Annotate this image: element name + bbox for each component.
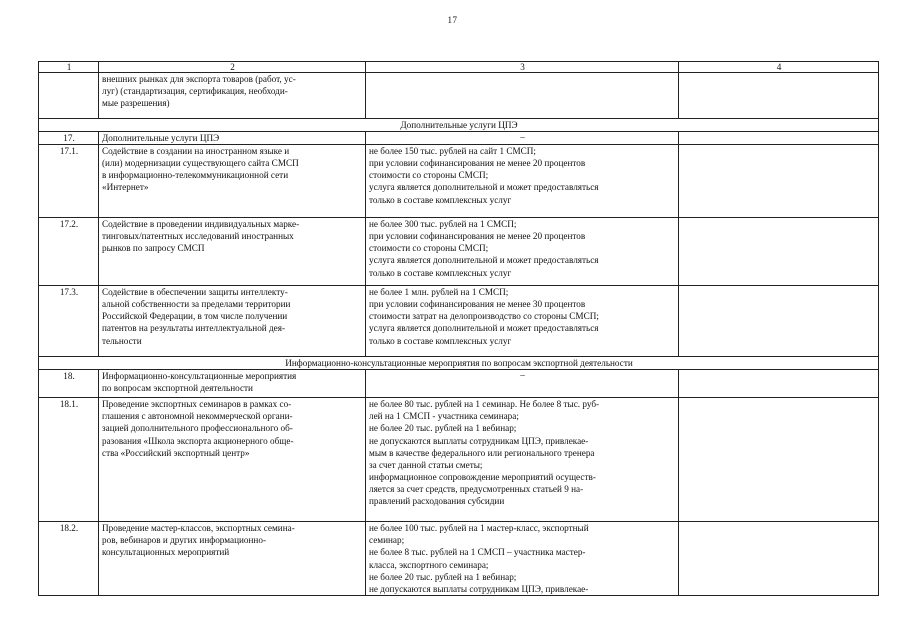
text-line: не более 8 тыс. рублей на 1 СМСП – участника мастер- <box>369 547 586 558</box>
text-line: лей на 1 СМСП - участника семинара; <box>369 411 519 422</box>
text-line: класса, экспортного семинара; <box>369 559 489 570</box>
text-line: не более 20 тыс. рублей на 1 вебинар; <box>369 571 517 582</box>
text-line: не более 20 тыс. рублей на 1 вебинар; <box>369 423 517 434</box>
text-line: (или) модернизации существующего сайта СМСП <box>102 158 299 169</box>
service-description-cell <box>99 218 366 286</box>
text-line: тинговых/патентных исследований иностранных <box>102 231 294 242</box>
text-line: ства «Российский экспортный центр» <box>102 447 250 458</box>
text-line: луг) (стандартизация, сертификация, необходи- <box>102 86 288 97</box>
text-line: Российской Федерации, в том числе получении <box>102 311 288 322</box>
text-line: при условии софинансирования не менее 30 процентов <box>369 299 586 310</box>
notes-cell <box>679 286 879 357</box>
text-line: не допускаются выплаты сотрудникам ЦПЭ, привлекае- <box>369 435 589 446</box>
text-line: внешних рынках для экспорта товаров (работ, ус- <box>102 74 296 84</box>
notes-cell <box>679 522 879 596</box>
text-line: альной собственности за пределами территории <box>102 299 291 310</box>
notes-cell <box>679 370 879 398</box>
text-line: услуга является дополнительной и может предоставляться <box>369 255 599 266</box>
text-line: Содействие в создании на иностранном языке и <box>102 146 290 157</box>
text-line: Содействие в проведении индивидуальных марке- <box>102 219 300 230</box>
text-line: ров, вебинаров и других информационно- <box>102 535 266 546</box>
text-line: ляется за счет средств, предусмотренных статьей 9 на- <box>369 483 584 494</box>
limit-cell <box>366 398 679 522</box>
limit-cell <box>366 522 679 596</box>
service-description-cell <box>99 145 366 218</box>
group-row <box>39 132 879 145</box>
text-line: зацией дополнительного профессионального об- <box>102 423 293 434</box>
notes-cell <box>679 398 879 522</box>
text-line: при условии софинансирования не менее 20 процентов <box>369 158 586 169</box>
table-row <box>39 286 879 357</box>
text-line: рынков по запросу СМСП <box>102 243 205 254</box>
services-table <box>38 61 879 596</box>
service-description-cell <box>99 286 366 357</box>
text-line: только в составе комплексных услуг <box>369 335 512 346</box>
text-line: стоимости со стороны СМСП; <box>369 170 489 181</box>
table-row <box>39 522 879 596</box>
text-line: не допускаются выплаты сотрудникам ЦПЭ, привлекае- <box>369 583 589 594</box>
notes-cell <box>679 132 879 145</box>
page-number: 17 <box>447 15 458 25</box>
service-description-cell <box>99 370 366 398</box>
text-line: мые разрешения) <box>102 98 170 109</box>
column-header-1: 1 <box>39 62 99 73</box>
section-title: Информационно-консультационные мероприятия по вопросам экспортной деятельности <box>39 357 879 370</box>
table-row-continued <box>39 73 879 119</box>
table-row <box>39 145 879 218</box>
text-line: информационное сопровождение мероприятий осуществ- <box>369 471 596 482</box>
row-number: 18.2. <box>39 522 99 596</box>
section-title: Дополнительные услуги ЦПЭ <box>39 119 879 132</box>
notes-cell <box>679 145 879 218</box>
text-line: только в составе комплексных услуг <box>369 267 512 278</box>
service-description-cell <box>99 398 366 522</box>
text-line: Проведение мастер-классов, экспортных семина- <box>102 523 295 534</box>
text-line: разования «Школа экспорта акционерного обще- <box>102 435 294 446</box>
text-line: не более 300 тыс. рублей на 1 СМСП; <box>369 219 517 230</box>
text-line: глашения с автономной некоммерческой органи- <box>102 411 293 422</box>
text-line: услуга является дополнительной и может предоставляться <box>369 323 599 334</box>
column-header-3: 3 <box>366 62 679 73</box>
text-line: не более 150 тыс. рублей на сайт 1 СМСП; <box>369 146 536 157</box>
limit-cell <box>366 286 679 357</box>
service-description-cell <box>99 73 366 119</box>
dash-mark: – <box>520 132 525 143</box>
text-line: в информационно-телекоммуникационной сети <box>102 170 289 181</box>
row-number-cell <box>39 73 99 119</box>
limit-cell <box>366 132 679 145</box>
row-number: 18. <box>39 370 99 398</box>
text-line: стоимости со стороны СМСП; <box>369 243 489 254</box>
row-number: 18.1. <box>39 398 99 522</box>
text-line: не более 80 тыс. рублей на 1 семинар. Не более 8 тыс. руб- <box>369 399 600 410</box>
row-number: 17.1. <box>39 145 99 218</box>
table-row <box>39 218 879 286</box>
column-header-4: 4 <box>679 62 879 73</box>
text-line: только в составе комплексных услуг <box>369 194 512 205</box>
text-line: при условии софинансирования не менее 20 процентов <box>369 231 586 242</box>
column-header-2: 2 <box>99 62 366 73</box>
section-heading-row <box>39 119 879 132</box>
limit-cell <box>366 73 679 119</box>
limit-cell <box>366 218 679 286</box>
text-line: семинар; <box>369 535 405 546</box>
text-line: Информационно-консультационные мероприятия <box>102 371 297 382</box>
text-line: патентов на результаты интеллектуальной дея- <box>102 323 286 334</box>
text-line: тельности <box>102 335 142 346</box>
section-heading-row <box>39 357 879 370</box>
table-row <box>39 398 879 522</box>
text-line: не более 1 млн. рублей на 1 СМСП; <box>369 287 509 298</box>
row-number: 17. <box>39 132 99 145</box>
text-line: за счет данной статьи сметы; <box>369 459 483 470</box>
limit-cell <box>366 145 679 218</box>
group-row <box>39 370 879 398</box>
column-header-row <box>39 62 879 73</box>
text-line: правлений расходования субсидии <box>369 496 505 507</box>
text-line: услуга является дополнительной и может предоставляться <box>369 182 599 193</box>
text-line: «Интернет» <box>102 182 149 193</box>
notes-cell <box>679 73 879 119</box>
limit-cell <box>366 370 679 398</box>
text-line: мым в качестве федерального или регионального тренера <box>369 447 595 458</box>
text-line: Содействие в обеспечении защиты интеллекту- <box>102 287 288 298</box>
text-line: не более 100 тыс. рублей на 1 мастер-класс, экспортный <box>369 523 589 534</box>
text-line: Проведение экспортных семинаров в рамках со- <box>102 399 292 410</box>
text-line: консультационных мероприятий <box>102 547 230 558</box>
text-line: по вопросам экспортной деятельности <box>102 383 253 394</box>
row-number: 17.2. <box>39 218 99 286</box>
text-line: стоимости затрат на делопроизводство со стороны СМСП; <box>369 311 599 322</box>
service-description-cell: Дополнительные услуги ЦПЭ <box>99 132 366 145</box>
dash-mark: – <box>520 370 525 381</box>
row-number: 17.3. <box>39 286 99 357</box>
service-description-cell <box>99 522 366 596</box>
notes-cell <box>679 218 879 286</box>
